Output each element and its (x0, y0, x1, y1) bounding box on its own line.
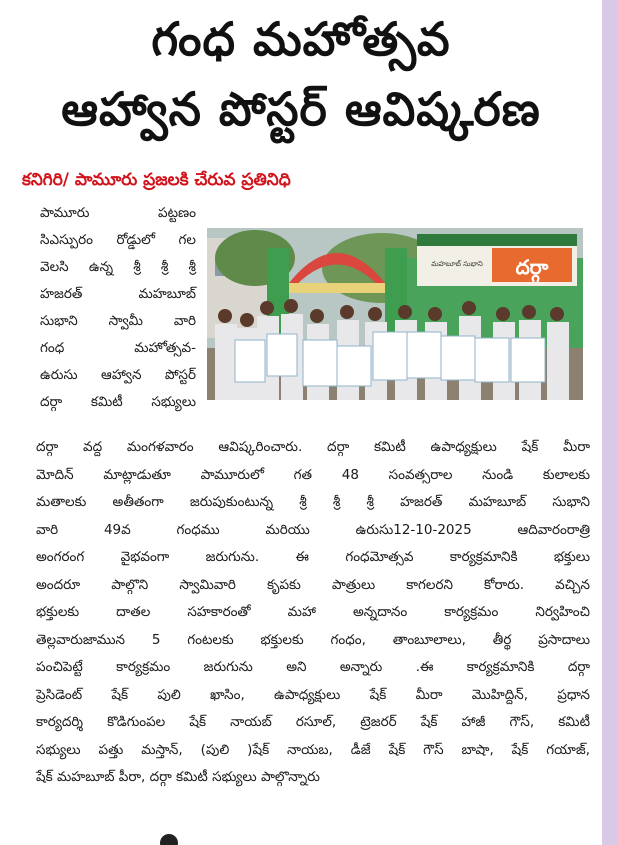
body-line: భక్తులకు దాతల సహకారంతో మహా అన్నదానం కార్యక్రమం నిర్వహించి (36, 604, 590, 620)
body-line: అందరూ పాల్గొని స్వామివారి కృపకు పాత్రులు కాగలరని కోరారు. వచ్చిన (36, 576, 590, 593)
body-line: దర్గా వద్ద మంగళవారం ఆవిష్కరించారు. దర్గా కమిటీ ఉపాధ్యక్షులు షేక్ మీరా (36, 439, 590, 455)
body-line: షేక్ మహబూబ్ పీరా, దర్గా కమిటీ సభ్యులు పాల్గొన్నారు (36, 769, 320, 785)
intro-column (40, 200, 196, 416)
body-line: అంగరంగ వైభవంగా జరుగును. ఈ గంధమోత్సవ కార్యక్రమానికి భక్తులు (36, 549, 590, 565)
body-line: ప్రెసిడెంట్ షేక్ పులి ఖాసిం, ఉపాధ్యక్షులు షేక్ మీరా మొహిద్దిన్, ప్రధాన (36, 686, 590, 703)
decorative-dot (160, 834, 178, 845)
body-line: మోదిన్ మాట్లాడుతూ పామూరులో గత 48 సంవత్సరాల నుండి కులాలకు (36, 466, 590, 483)
body-line: పంచిపెట్టే కార్యక్రమం జరుగును అని అన్నారు .ఈ కార్యక్రమానికి దర్గా (36, 659, 590, 675)
banner-small-text: మహబూబ్ సుభాని (431, 260, 483, 268)
intro-line: గంధ మహోత్సవ- (40, 340, 196, 356)
body-line: మతాలకు అతీతంగా జరుపుకుంటున్న శ్రీ శ్రీ శ్రీ హజరత్ మహబూబ్ సుభాని (36, 494, 590, 510)
article-body (36, 434, 590, 792)
headline-line-1: గంధ మహోత్సవ (151, 12, 451, 66)
news-photo (207, 228, 583, 400)
intro-line: దర్గా కమిటీ సభ్యులు (40, 394, 196, 410)
intro-line: వెలసి ఉన్న శ్రీ శ్రీ శ్రీ (40, 259, 196, 275)
body-line: కార్యదర్శి కొడిగుంపల షేక్ నాయబ్ రసూల్, ట్రెజరర్ షేక్ హాజీ గౌస్, కమిటీ (36, 714, 590, 730)
headline-line-2: ఆహ్వాన పోస్టర్ ఆవిష్కరణ (61, 82, 541, 136)
body-line: సభ్యులు పత్తు మస్తాన్, (పులి )షేక్ నాయబ, డీజే షేక్ గౌస్ బాషా, షేక్ గయాజ్, (36, 741, 590, 758)
intro-line: హజరత్ మహబూబ్ (40, 286, 196, 302)
intro-line: పామూరు పట్టణం (40, 205, 196, 221)
body-line: వారి 49వ గంధము మరియు ఉరుసు12-10-2025 ఆదివారంరాత్రి (36, 521, 590, 538)
body-line: తెల్లవారుజామున 5 గంటలకు భక్తులకు గంధం, తాంబూలాలు, తీర్థ ప్రసాదాలు (36, 631, 590, 648)
intro-line: ఉరుసు ఆహ్వాన పోస్టర్ (40, 367, 196, 383)
side-strip (602, 0, 618, 845)
banner-dargah-text: దర్గా (515, 255, 549, 279)
dateline: కనిగిరి/ పామూరు ప్రజలకి చేరువ ప్రతినిధి (22, 170, 291, 190)
intro-line: సిఎస్పురం రోడ్డులో గల (40, 232, 196, 248)
intro-line: సుభాని స్వామీ వారి (40, 313, 196, 329)
